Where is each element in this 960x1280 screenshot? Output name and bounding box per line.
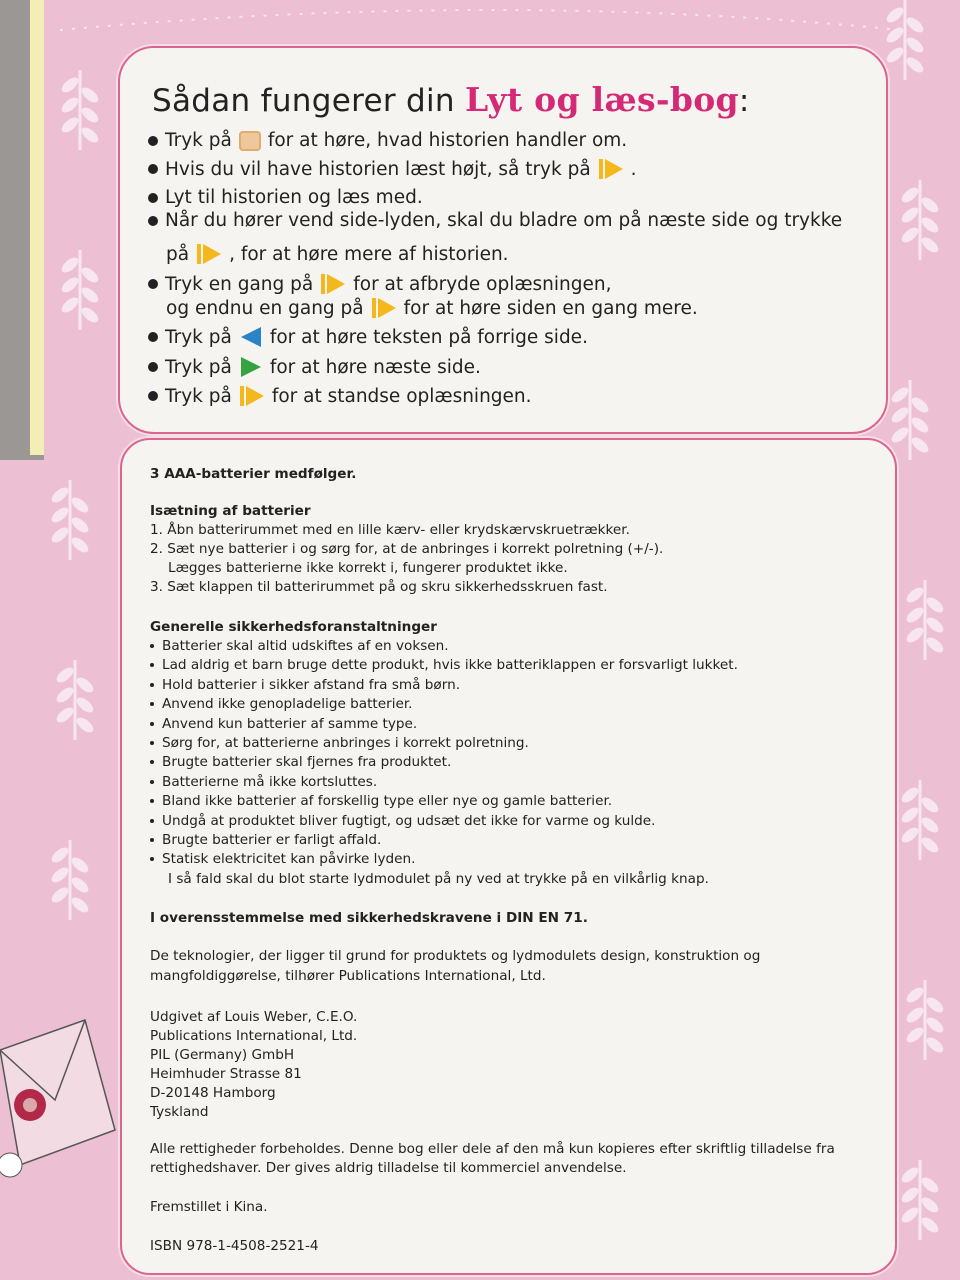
bullet-dot xyxy=(148,362,158,372)
instruction-item xyxy=(148,384,532,408)
safety-note: I så fald skal du blot starte lydmodulet på ny ved at trykke på en vilkårlig knap. xyxy=(168,871,709,887)
instruction-text: for at afbryde oplæsningen, xyxy=(353,273,612,295)
instruction-item xyxy=(148,355,481,379)
safety-item-text: Brugte batterier skal fjernes fra produktet. xyxy=(162,754,452,771)
instruction-text: på xyxy=(166,243,190,265)
bullet-dot xyxy=(148,216,158,226)
instruction-item xyxy=(148,210,842,231)
rights-text: rettighedshaver. Der gives aldrig tilladelse til kommerciel anvendelse. xyxy=(150,1160,627,1176)
safety-item-text: Brugte batterier er farligt affald. xyxy=(162,832,382,848)
safety-item-text: Anvend kun batterier af samme type. xyxy=(162,715,418,732)
safety-item-text: Batterier skal altid udskiftes af en voksen. xyxy=(162,638,449,654)
instruction-text: Tryk på xyxy=(165,130,232,151)
safety-item-text: Statisk elektricitet kan påvirke lyden. xyxy=(162,851,416,868)
instruction-text: for at standse oplæsningen. xyxy=(271,385,532,407)
isbn-text: ISBN 978-1-4508-2521-4 xyxy=(150,1238,319,1254)
instruction-item xyxy=(148,187,423,208)
safety-item xyxy=(150,696,413,712)
bullet-dot xyxy=(148,332,158,342)
safety-item xyxy=(150,793,612,809)
made-in-text: Fremstillet i Kina. xyxy=(150,1199,268,1215)
bullet-dot xyxy=(150,702,154,706)
instruction-text: , for at høre mere af historien. xyxy=(229,243,509,265)
insertion-step: 2. Sæt nye batterier i og sørg for, at de anbringes i korrekt polretning (+/-). xyxy=(150,541,664,557)
rights-text: Alle rettigheder forbeholdes. Denne bog eller dele af den må kun kopieres efter skriftlig tilladelse fra xyxy=(150,1141,835,1157)
play-orange-icon xyxy=(598,157,624,181)
instruction-text: Når du hører vend side-lyden, skal du bladre om på næste side og trykke xyxy=(165,210,843,231)
publisher-line: Publications International, Ltd. xyxy=(150,1028,358,1044)
batteries-included: 3 AAA-batterier medfølger. xyxy=(150,466,357,482)
instruction-item xyxy=(166,296,698,320)
publisher-line: PIL (Germany) GmbH xyxy=(150,1047,295,1063)
insertion-step: Lægges batterierne ikke korrekt i, fungerer produktet ikke. xyxy=(168,560,568,576)
instruction-text: for at høre siden en gang mere. xyxy=(403,297,698,319)
safety-item xyxy=(150,832,381,848)
instruction-item xyxy=(148,130,627,151)
publisher-line: Heimhuder Strasse 81 xyxy=(150,1066,302,1082)
instruction-text: Tryk på xyxy=(165,356,232,378)
play-orange-icon xyxy=(196,242,222,266)
arrow-left-blue-icon xyxy=(239,325,263,349)
instruction-item xyxy=(148,272,612,296)
safety-item xyxy=(150,735,529,751)
safety-item-text: Sørg for, at batterierne anbringes i korrekt polretning. xyxy=(162,735,529,751)
instruction-text: og endnu en gang på xyxy=(166,297,364,319)
bullet-dot xyxy=(150,857,154,861)
instruction-item xyxy=(166,242,509,266)
publisher-line: Tyskland xyxy=(150,1104,209,1120)
safety-item xyxy=(150,754,451,770)
technology-text: De teknologier, der ligger til grund for produktets og lydmodulets design, konstruktion og xyxy=(150,948,761,964)
insertion-step: 3. Sæt klappen til batterirummet på og skru sikkerhedsskruen fast. xyxy=(150,579,608,595)
publisher-line: D-20148 Hamborg xyxy=(150,1085,276,1101)
insertion-heading: Isætning af batterier xyxy=(150,503,311,519)
bullet-dot xyxy=(150,741,154,745)
instruction-text: Hvis du vil have historien læst højt, så tryk på xyxy=(165,158,591,180)
safety-item xyxy=(150,677,460,693)
safety-item xyxy=(150,851,415,867)
bullet-dot xyxy=(148,279,158,289)
bullet-dot xyxy=(150,819,154,823)
play-orange-icon xyxy=(320,272,346,296)
page-title xyxy=(152,80,750,119)
instruction-item xyxy=(148,325,588,349)
safety-item xyxy=(150,774,377,790)
technology-text: mangfoldiggørelse, tilhører Publications International, Ltd. xyxy=(150,968,546,984)
title-prefix: Sådan fungerer din xyxy=(152,83,466,119)
instruction-text: Lyt til historien og læs med. xyxy=(165,187,423,208)
arrow-right-green-icon xyxy=(239,355,263,379)
book-icon xyxy=(239,131,261,151)
safety-item-text: Anvend ikke genopladelige batterier. xyxy=(162,696,413,713)
title-suffix: : xyxy=(738,83,750,119)
safety-item xyxy=(150,657,738,673)
safety-item-text: Batterierne må ikke kortsluttes. xyxy=(162,773,378,790)
bullet-dot xyxy=(150,760,154,764)
safety-item-text: Lad aldrig et barn bruge dette produkt, hvis ikke batteriklappen er forsvarligt lukket. xyxy=(162,657,738,674)
bullet-dot xyxy=(150,722,154,726)
envelope-illustration xyxy=(0,1010,120,1180)
bullet-dot xyxy=(148,193,158,203)
safety-item-text: Hold batterier i sikker afstand fra små børn. xyxy=(162,676,461,693)
title-brand: Lyt og læs-bog xyxy=(465,80,739,119)
insertion-step: 1. Åbn batterirummet med en lille kærv- eller krydskærvskruetrækker. xyxy=(150,522,630,538)
bullet-dot xyxy=(150,683,154,687)
instruction-text: for at høre, hvad historien handler om. xyxy=(267,130,628,151)
bullet-dot xyxy=(150,644,154,648)
instruction-text: for at høre teksten på forrige side. xyxy=(269,326,588,348)
bullet-dot xyxy=(150,780,154,784)
safety-item-text: Undgå at produktet bliver fugtigt, og udsæt det ikke for varme og kulde. xyxy=(162,812,656,829)
instruction-item xyxy=(148,157,637,181)
safety-item xyxy=(150,638,449,654)
bullet-dot xyxy=(148,164,158,174)
instruction-text: Tryk på xyxy=(165,385,232,407)
book-spine-strip xyxy=(30,0,44,455)
instruction-text: Tryk på xyxy=(165,326,232,348)
play-orange-icon xyxy=(371,296,397,320)
safety-item-text: Bland ikke batterier af forskellig type eller nye og gamle batterier. xyxy=(162,793,613,810)
instruction-text: for at høre næste side. xyxy=(269,356,481,378)
play-orange-icon xyxy=(239,384,265,408)
safety-item xyxy=(150,716,417,732)
instruction-text: Tryk en gang på xyxy=(165,273,314,295)
bullet-dot xyxy=(150,838,154,842)
bullet-dot xyxy=(148,136,158,146)
safety-item xyxy=(150,813,655,829)
instruction-text: . xyxy=(630,158,637,180)
bullet-dot xyxy=(148,391,158,401)
compliance-text: I overensstemmelse med sikkerhedskravene i DIN EN 71. xyxy=(150,910,588,926)
safety-heading: Generelle sikkerhedsforanstaltninger xyxy=(150,619,437,635)
bullet-dot xyxy=(150,663,154,667)
bullet-dot xyxy=(150,799,154,803)
publisher-line: Udgivet af Louis Weber, C.E.O. xyxy=(150,1009,358,1025)
